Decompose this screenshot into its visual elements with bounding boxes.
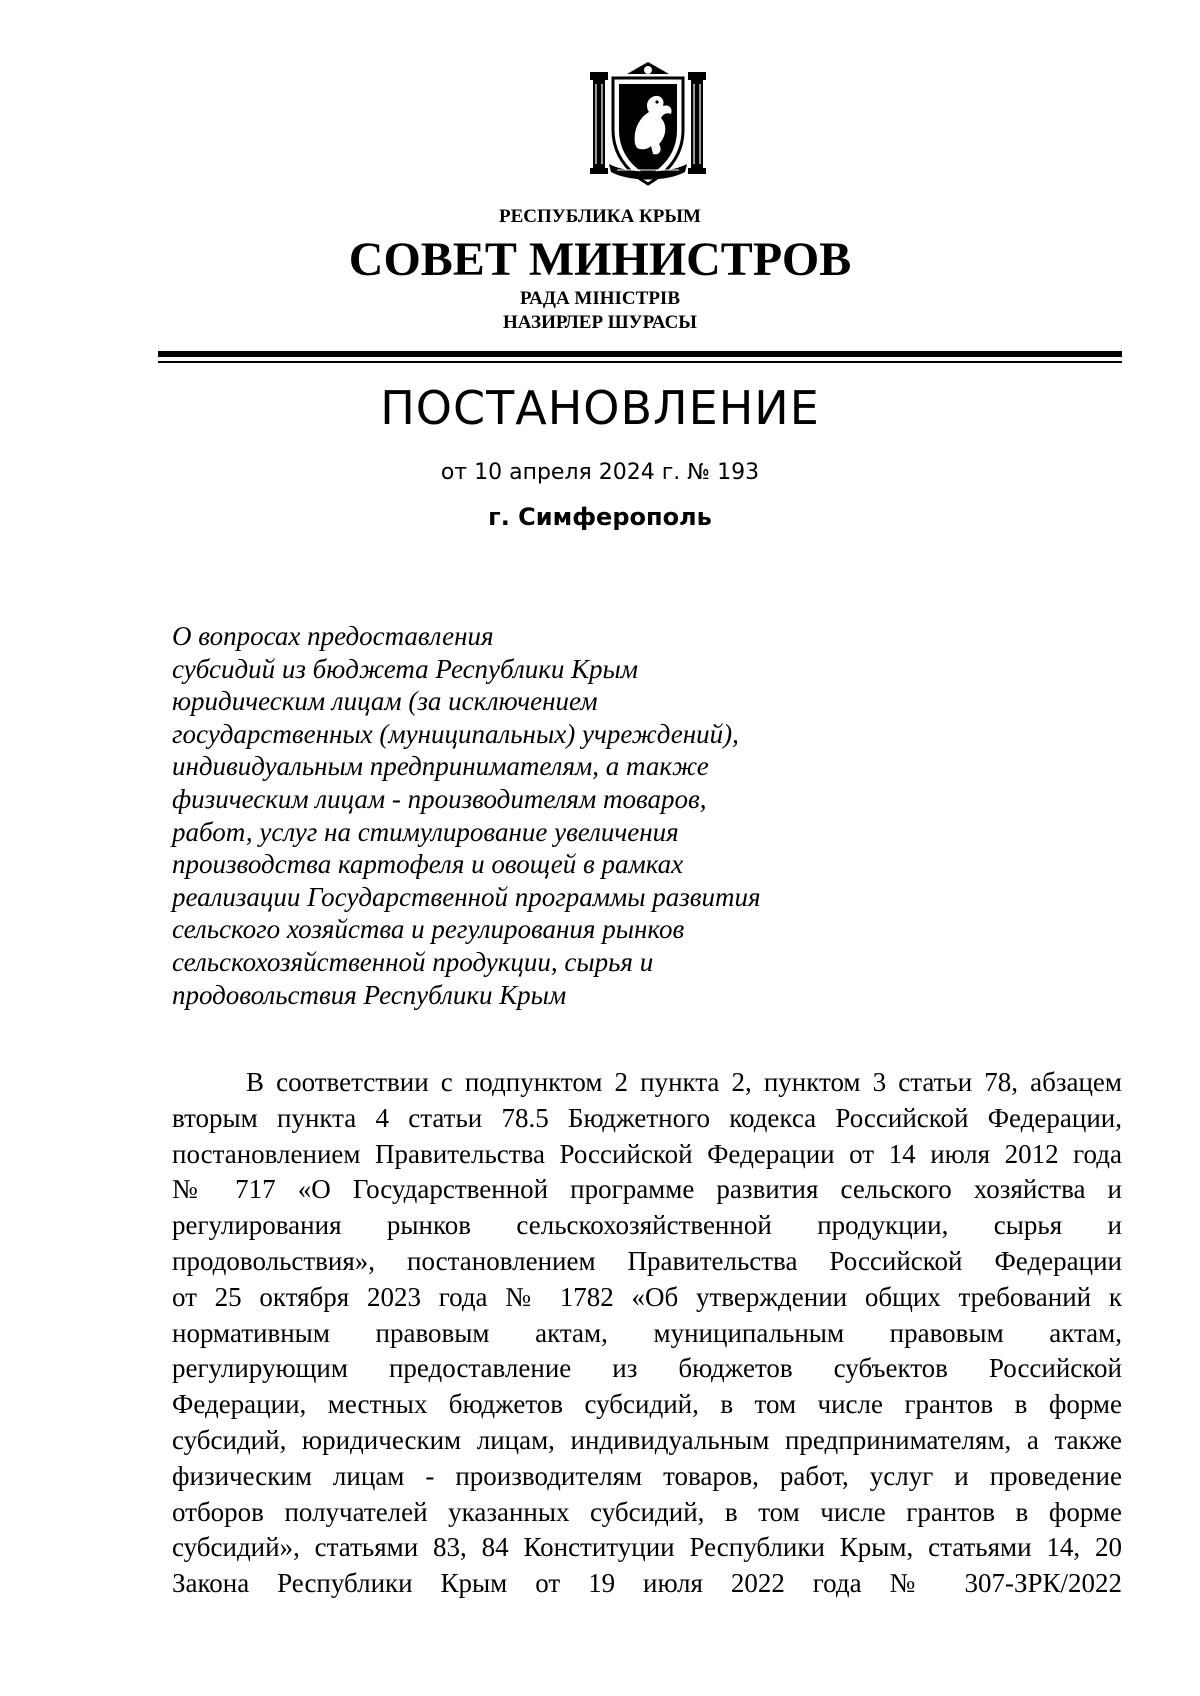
body-line xyxy=(172,1495,1122,1531)
subject-line: физическим лицам - производителям товаров, xyxy=(172,783,707,814)
subject-line: О вопросах предоставления xyxy=(172,621,494,651)
document-body-paragraph xyxy=(172,1065,1122,1602)
body-line-text: вторым пункта 4 статьи 78.5 Бюджетного кодекса Российской Федерации, xyxy=(172,1102,1122,1133)
body-line xyxy=(172,1387,1122,1423)
body-line xyxy=(172,1280,1122,1316)
body-line-text: продовольствия», постановлением Правительства Российской Федерации xyxy=(172,1245,1122,1276)
body-line-text: регулирующим предоставление из бюджетов субъектов Российской xyxy=(172,1353,1122,1384)
header-divider-thin xyxy=(158,361,1122,363)
council-title-ukrainian: РАДА МІНІСТРІВ xyxy=(519,288,680,309)
council-title: СОВЕТ МИНИСТРОВ xyxy=(348,233,852,286)
body-line xyxy=(172,1244,1122,1280)
subject-line: государственных (муниципальных) учреждений), xyxy=(172,718,739,749)
body-line-text: регулирования рынков сельскохозяйственной продукции, сырья и xyxy=(172,1210,1122,1241)
council-title-crimean-tatar: НАЗИРЛЕР ШУРАСЫ xyxy=(503,312,697,333)
body-line-text: от 25 октября 2023 года № 1782 «Об утверждении общих требований к xyxy=(172,1281,1122,1312)
body-line xyxy=(172,1172,1122,1208)
body-line xyxy=(172,1423,1122,1459)
body-line-text: нормативным правовым актам, муниципальным правовым актам, xyxy=(172,1317,1122,1348)
body-line xyxy=(172,1459,1122,1495)
subject-line: продовольствия Республики Крым xyxy=(172,979,567,1010)
body-line-text: физическим лицам - производителям товаров, работ, услуг и проведение xyxy=(172,1460,1122,1491)
subject-line: сельскохозяйственной продукции, сырья и xyxy=(172,946,654,977)
republic-name: РЕСПУБЛИКА КРЫМ xyxy=(499,206,701,227)
body-line-text: субсидий», статьями 83, 84 Конституции Республики Крым, статьями 14, 20 xyxy=(172,1532,1122,1563)
body-line xyxy=(172,1530,1122,1566)
body-line xyxy=(172,1566,1122,1602)
body-line xyxy=(172,1316,1122,1352)
coat-of-arms-emblem xyxy=(587,60,709,190)
subject-line: сельского хозяйства и регулирования рынков xyxy=(172,914,685,945)
document-date-number: от 10 апреля 2024 г. № 193 xyxy=(440,460,760,485)
subject-line: работ, услуг на стимулирование увеличения xyxy=(172,816,679,847)
subject-line: производства картофеля и овощей в рамках xyxy=(172,849,684,880)
body-line-text: Закона Республики Крым от 19 июля 2022 года № 307-ЗРК/2022 xyxy=(172,1568,1122,1599)
body-line-text: отборов получателей указанных субсидий, в том числе грантов в форме xyxy=(172,1496,1122,1527)
document-subject xyxy=(172,620,761,1011)
body-line xyxy=(172,1065,1122,1101)
body-line-text: В соответствии с подпунктом 2 пункта 2, пунктом 3 статьи 78, абзацем xyxy=(246,1067,1122,1097)
body-line xyxy=(172,1208,1122,1244)
body-line-text: постановлением Правительства Российской Федерации от 14 июля 2012 года xyxy=(172,1138,1122,1169)
body-line-text: Федерации, местных бюджетов субсидий, в том числе грантов в форме xyxy=(172,1389,1122,1420)
body-line-text: № 717 «О Государственной программе развития сельского хозяйства и xyxy=(172,1174,1122,1205)
subject-line: индивидуальным предпринимателям, а также xyxy=(172,751,709,782)
subject-line: реализации Государственной программы развития xyxy=(172,881,761,912)
document-type-heading: ПОСТАНОВЛЕНИЕ xyxy=(380,381,820,435)
subject-line: субсидий из бюджета Республики Крым xyxy=(172,653,639,684)
body-line xyxy=(172,1137,1122,1173)
subject-line: юридическим лицам (за исключением xyxy=(172,686,598,717)
body-line xyxy=(172,1351,1122,1387)
body-line xyxy=(172,1101,1122,1137)
body-line-text: субсидий, юридическим лицам, индивидуальным предпринимателям, а также xyxy=(172,1424,1122,1455)
header-divider-thick xyxy=(158,351,1122,357)
document-city: г. Симферополь xyxy=(488,503,712,531)
